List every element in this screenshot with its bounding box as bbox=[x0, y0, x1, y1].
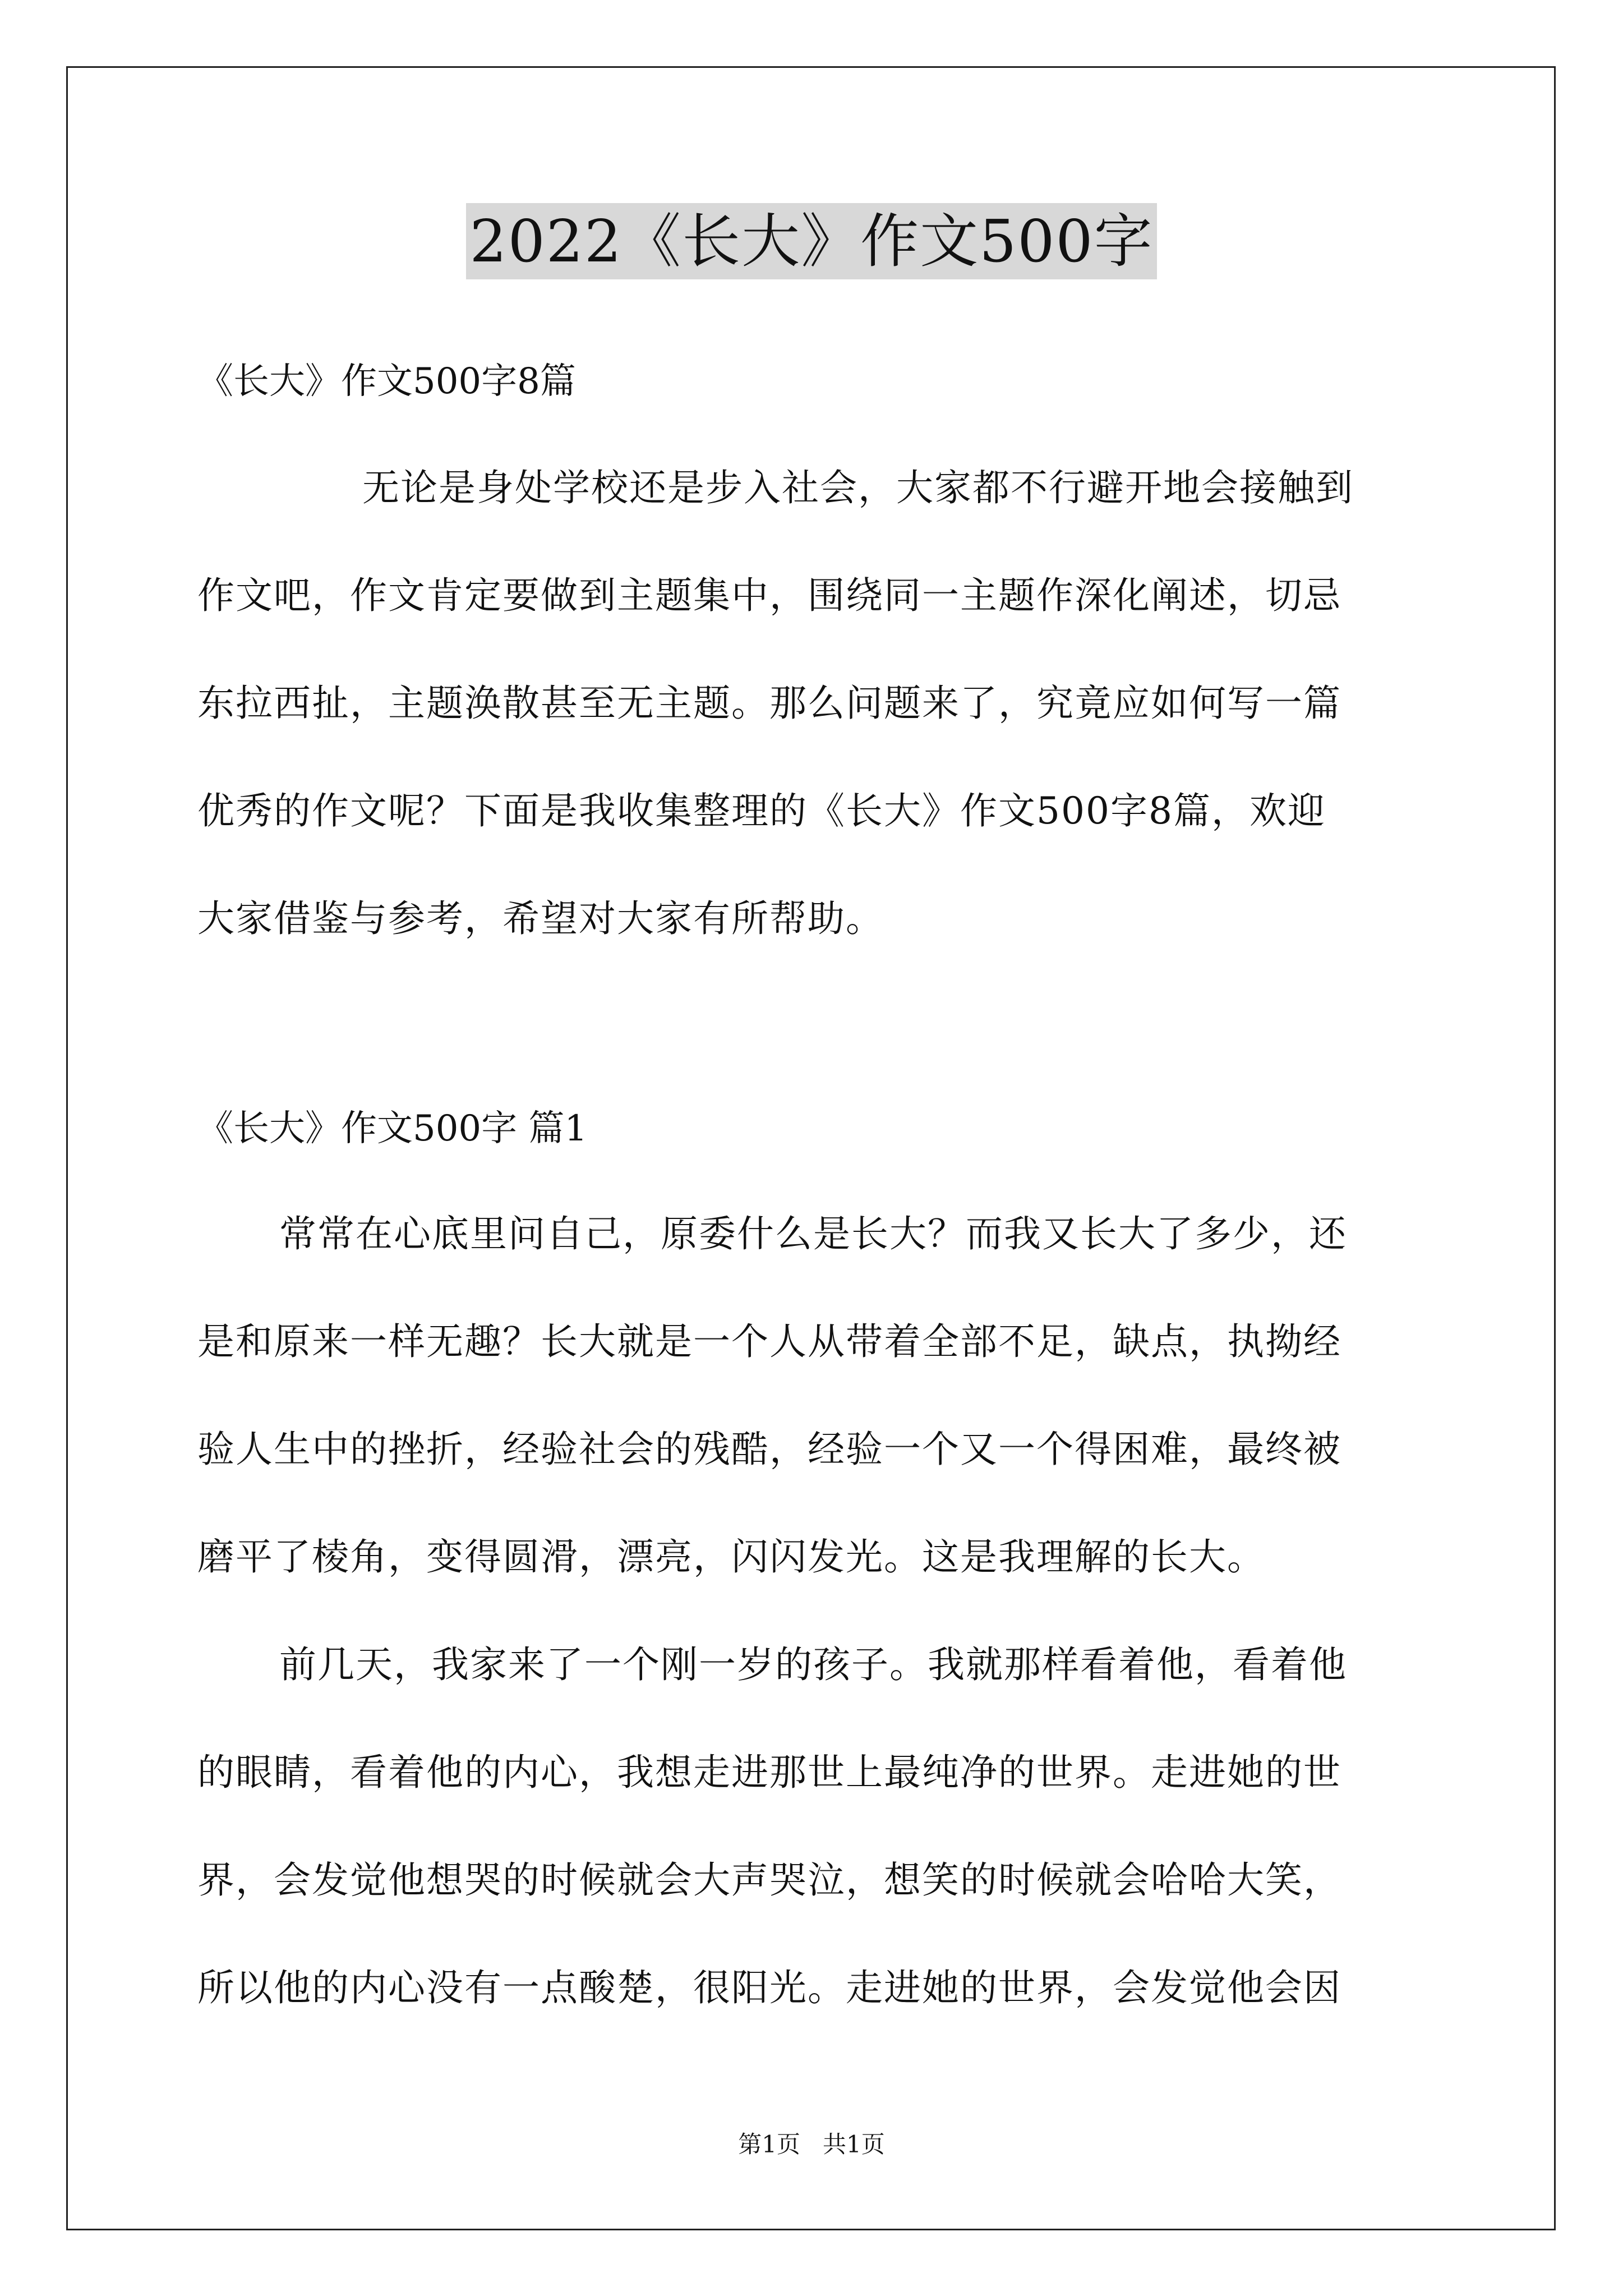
paragraph-line: 常常在心底里问自己，原委什么是长大？而我又长大了多少，还 bbox=[279, 1212, 1347, 1255]
paragraph-line: 是和原来一样无趣？长大就是一个人从带着全部不足，缺点，执拗经 bbox=[197, 1320, 1341, 1363]
paragraph-line: 验人生中的挫折，经验社会的残酷，经验一个又一个得困难，最终被 bbox=[197, 1428, 1341, 1471]
intro-heading: 《长大》作文500字8篇 bbox=[197, 361, 576, 402]
paragraph-line: 的眼睛，看着他的内心，我想走进那世上最纯净的世界。走进她的世 bbox=[197, 1751, 1341, 1794]
paragraph-line: 所以他的内心没有一点酸楚，很阳光。走进她的世界，会发觉他会因 bbox=[197, 1966, 1341, 2009]
title-container bbox=[0, 203, 1623, 279]
paragraph-line: 磨平了棱角，变得圆滑，漂亮，闪闪发光。这是我理解的长大。 bbox=[197, 1535, 1265, 1579]
paragraph-line: 东拉西扯，主题涣散甚至无主题。那么问题来了，究竟应如何写一篇 bbox=[197, 682, 1341, 725]
paragraph-line: 无论是身处学校还是步入社会，大家都不行避开地会接触到 bbox=[362, 466, 1354, 509]
essay-paragraph-1 bbox=[197, 1212, 1426, 1580]
intro-paragraph bbox=[197, 466, 1426, 941]
paragraph-line: 大家借鉴与参考，希望对大家有所帮助。 bbox=[197, 897, 884, 940]
paragraph-line: 作文吧，作文肯定要做到主题集中，围绕同一主题作深化阐述，切忌 bbox=[197, 574, 1341, 617]
essay-paragraph-2 bbox=[197, 1642, 1426, 2010]
section-heading: 《长大》作文500字 篇1 bbox=[197, 1108, 588, 1149]
document-title: 2022《长大》作文500字 bbox=[466, 203, 1156, 279]
paragraph-line: 前几天，我家来了一个刚一岁的孩子。我就那样看着他，看着他 bbox=[279, 1643, 1347, 1686]
paragraph-line: 界，会发觉他想哭的时候就会大声哭泣，想笑的时候就会哈哈大笑， bbox=[197, 1858, 1341, 1902]
paragraph-line: 优秀的作文呢？下面是我收集整理的《长大》作文500字8篇，欢迎 bbox=[197, 789, 1326, 832]
intro-heading-block bbox=[197, 359, 1426, 404]
section-heading-block bbox=[197, 1106, 1426, 1151]
page-number-footer: 第1页 共1页 bbox=[738, 2131, 885, 2158]
